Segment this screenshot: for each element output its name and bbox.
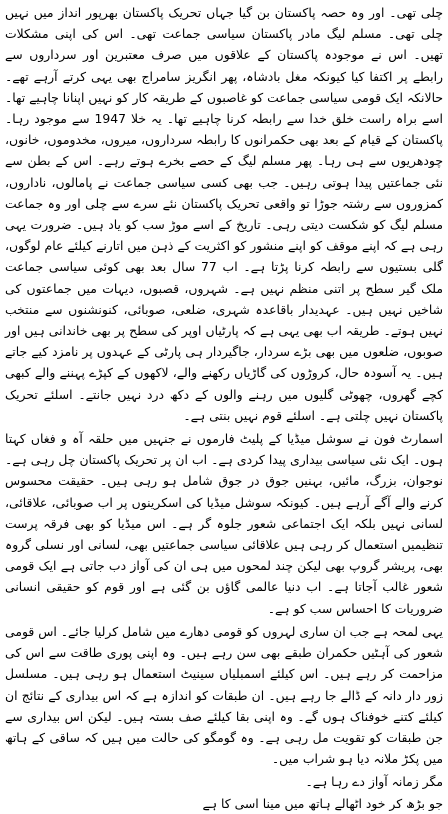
- article-paragraph-3: یہی لمحہ ہے جب ان ساری لہروں کو قومی دھارے میں شامل کرلیا جائے۔ اس قومی شعور کی آہٹیں حکمران طبقے بھی سن رہے ہیں۔ وہ اپنی پوری طاقت سے اس کی مزاحمت کر رہے ہیں۔ اس کیلئے اسمبلیاں سینیٹ استعمال ہو رہی ہیں۔ مسلسل زور دار دانہ کے ڈالے جا رہے ہیں۔ ان طبقات کو اندازہ ہے کہ اس بیداری کے نتائج ان کیلئے کتنے خوفناک ہوں گے۔ وہ اپنی بقا کیلئے صف بستہ ہیں۔ لیکن اس بیداری سے جن طبقات کو تقویت مل رہی ہے۔ وہ گومگو کی حالت میں ہیں کہ ساقی کے ہاتھ میں پکڑ ملانہ دیا ہو شراب میں۔: [5, 623, 443, 767]
- article-paragraph-2: اسمارٹ فون نے سوشل میڈیا کے پلیٹ فارموں نے جنہیں میں حلقہ آہ و فغاں کہتا ہوں۔ ایک نئی سیاسی بیداری پیدا کردی ہے۔ اب ان پر تحریک پاکستان چل رہی ہے۔ نوجوان، بزرگ، مائیں، بہنیں جوق در جوق شامل ہو رہی ہیں۔ حقیقت محسوس کرنے والے آگے آرہے ہیں۔ کیونکہ سوشل میڈیا کی اسکرینوں پر اب صوبائی، علاقائی، لسانی نہیں بلکہ ایک اجتماعی شعور جلوہ گر ہے۔ اس میڈیا کو بھی فرقہ پرست تنظیمیں استعمال کر رہی ہیں علاقائی سیاسی جماعتیں بھی، لسانی اور نسلی گروہ بھی، پریشر گروپ بھی لیکن چند لمحوں میں ہی ان کی آواز دب جاتی ہے ایک قومی شعور غالب آجاتا ہے۔ اب دنیا عالمی گاؤں بن گئی ہے اور قوم کو حقیقی انسانی ضروریات کا احساس سب کو ہے۔: [5, 431, 443, 616]
- article-paragraph-1: چلی تھی۔ اور وہ حصہ پاکستان بن گیا جہاں تحریک پاکستان بھرپور انداز میں نہیں چلی تھی۔ مسلم لیگ مادر پاکستان سیاسی جماعت تھی۔ اس کی اپنی مشکلات تھیں۔ اس نے موجودہ پاکستان کے علاقوں میں صرف معتبرین اور سرداروں سے رابطے پر اکتفا کیا کیونکہ مغل بادشاہ، پھر انگریز سامراج بھی یہی کرتے آرہے تھے۔ حالانکہ ایک قومی سیاسی جماعت کو غاصبوں کے طریقہ کار کو نہیں اپنانا چاہیے تھا۔ اسے براہ راست خلق خدا سے رابطہ کرنا چاہیے تھا۔ یہ خلا 1947 سے موجود رہا۔ پاکستان کے قیام کے بعد بھی حکمرانوں کا رابطہ سرداروں، میروں، مخدوموں، خانوں، چودھریوں سے ہی رہا۔ پھر مسلم لیگ کے حصے بخرے ہوتے رہے۔ اس کے بطن سے نئی جماعتیں پیدا ہوتی رہیں۔ جب بھی کسی سیاسی جماعت نے پامالوں، ناداروں، کمزوروں سے رشتہ جوڑا تو واقعی تحریک پاکستان نئے سرے سے چلی اور وہ جماعت مسلم لیگ کو شکست دیتی رہی۔ تاریخ کے اسے موڑ سب کو یاد ہیں۔ ضرورت یہی رہی ہے کہ اپنے موقف کو اپنے منشور کو اکثریت کے ذہن میں اتارنے کیلئے عام لوگوں، گلی بستیوں سے رابطہ کرنا پڑتا ہے۔ اب 77 سال بعد بھی کوئی سیاسی جماعت ملک گیر سطح پر اتنی منظم نہیں ہے۔ شہروں، قصبوں، دیہات میں جماعتوں کی شاخیں نہیں ہیں۔ عہدیدار باقاعدہ شہری، ضلعی، صوبائی، کنونشنوں سے منتخب نہیں ہوتے۔ طریقہ اب بھی یہی ہے کہ پارٹیاں اوپر کی سطح پر بھی خاندانی ہیں اور صوبوں، ضلعوں میں بھی بڑے سردار، جاگیردار ہی پارٹی کے عہدوں پر نامزد کیے جاتے ہیں۔ یہ آسودہ حال، کروڑوں کی گاڑیاں رکھنے والے، لاکھوں کے کپڑے پہننے والے کبھی کچے گھروں، چھوٹی گلیوں میں رہنے والوں کے دکھ درد نہیں جانتے۔ اسلئے تحریک پاکستان نہیں چلتی ہے۔ اسلئے قوم نہیں بنتی ہے۔: [5, 5, 443, 423]
- closing-line: مگر زمانہ آواز دے رہا ہے۔: [305, 774, 443, 790]
- closing-verse: جو بڑھ کر خود اٹھالے ہاتھ میں مینا اسی کا ہے: [202, 795, 443, 811]
